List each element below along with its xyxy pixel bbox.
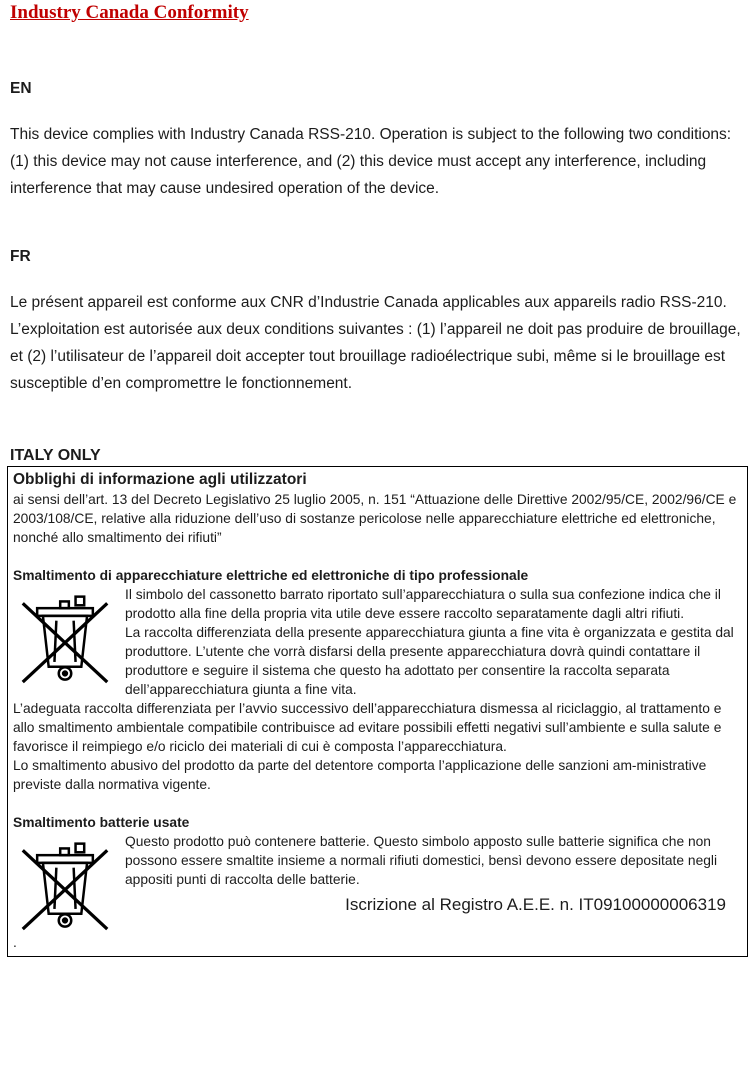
professional-paragraph-3: L’adeguata raccolta differenziata per l’avvio successivo dell’apparecchiatura dismessa al riciclaggio, al trattamento e allo smaltimento ambientale compatibile contribuisce ad evitare possibili effetti negativi sull’ambiente e sulla salute e favorisce il reimpiego e/o riciclo dei materiali di cui è composta l’apparecchiatura.	[13, 701, 722, 754]
professional-paragraph-1: Il simbolo del cassonetto barrato riportato sull’apparecchiatura o sulla sua confezione indica che il prodotto alla fine della propria vita utile deve essere raccolto separatamente dagli altri rifiuti.	[125, 587, 721, 621]
section-label-en: EN	[10, 80, 32, 97]
italy-info-box	[7, 466, 748, 957]
weee-crossed-bin-icon	[15, 835, 115, 931]
battery-heading: Smaltimento batterie usate	[13, 815, 190, 830]
en-paragraph: This device complies with Industry Canada RSS-210. Operation is subject to the following two conditions: (1) this device may not cause interference, and (2) this device must accept any interference, including interference that may cause undesired operation of the device.	[10, 126, 732, 197]
professional-section	[13, 585, 738, 794]
professional-paragraph-4: Lo smaltimento abusivo del prodotto da parte del detentore comporta l’applicazione delle sanzioni am-ministrative previste dalla normativa vigente.	[13, 758, 707, 792]
section-label-italy-only: ITALY ONLY	[10, 447, 101, 464]
professional-paragraph-2: La raccolta differenziata della presente apparecchiatura giunta a fine vita è organizzata e gestita dal produttore. L’utente che vorrà disfarsi della presente apparecchiatura dovrà quindi contattare il produttore e seguire il sistema che questo ha adottato per consentire la raccolta separata dell’apparecchiatura giunta a fine vita.	[125, 625, 734, 697]
box-intro: ai sensi dell’art. 13 del Decreto Legislativo 25 luglio 2005, n. 151 “Attuazione delle Direttive 2002/95/CE, 2002/96/CE e 2003/108/CE, relative alla riduzione dell’uso di sostanze pericolose nelle apparecchiature elettriche ed elettroniche, nonché allo smaltimento dei rifiuti”	[13, 492, 737, 545]
battery-paragraph: Questo prodotto può contenere batterie. Questo simbolo apposto sulle batterie significa che non possono essere smaltite insieme a normali rifiuti domestici, bensì devono essere depositate negli appositi punti di raccolta delle batterie.	[125, 834, 718, 887]
professional-heading: Smaltimento di apparecchiature elettriche ed elettroniche di tipo professionale	[13, 568, 529, 583]
trailing-dot: .	[13, 935, 17, 950]
section-label-fr: FR	[10, 248, 31, 265]
fr-paragraph: Le présent appareil est conforme aux CNR d’Industrie Canada applicables aux appareils radio RSS-210. L’exploitation est autorisée aux deux conditions suivantes : (1) l’appareil ne doit pas produire de brouillage, et (2) l’utilisateur de l’appareil doit accepter tout brouillage radioélectrique subi, même si le brouillage est susceptible d’en compromettre le fonctionnement.	[10, 294, 741, 392]
box-heading: Obblighi di informazione agli utilizzatori	[13, 471, 307, 488]
weee-crossed-bin-icon	[15, 588, 115, 684]
battery-section	[13, 832, 738, 952]
page-title: Industry Canada Conformity	[10, 2, 249, 23]
registry-number: Iscrizione al Registro A.E.E. n. IT09100000006319	[345, 895, 726, 914]
